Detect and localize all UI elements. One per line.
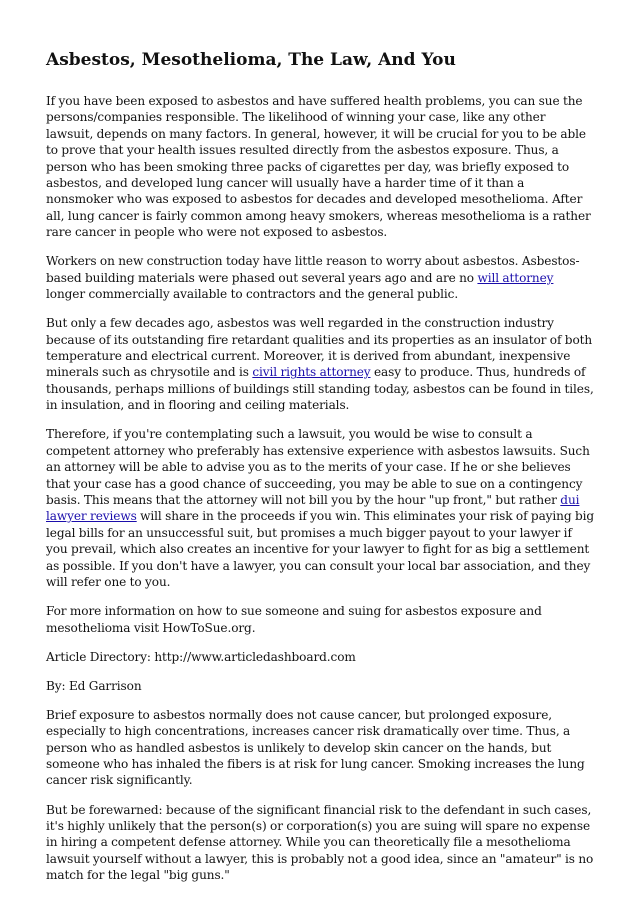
paragraph-text: For more information on how to sue someone and suing for asbestos exposure and mesothelioma visit HowToSue.org. [46, 604, 542, 635]
paragraph-forewarned [46, 802, 594, 884]
paragraph-author [46, 678, 594, 694]
civil-rights-attorney-link[interactable]: civil rights attorney [252, 365, 371, 380]
paragraph-text: easy to produce. Thus, hundreds of thousands, perhaps millions of buildings still standing today, asbestos can be found in tiles, in insulation, and in flooring and ceiling materials. [46, 365, 594, 413]
paragraph-text: Article Directory: http://www.articledashboard.com [46, 649, 356, 664]
paragraph-text: Workers on new construction today have little reason to worry about asbestos. Asbestos-based building materials were phased out several years ago and are no [46, 254, 580, 285]
paragraph-history [46, 315, 594, 413]
paragraph-text: By: Ed Garrison [46, 678, 142, 693]
paragraph-text: If you have been exposed to asbestos and have suffered health problems, you can sue the persons/companies responsible. The likelihood of winning your case, like any other lawsuit, depends on many factors. In general, however, it will be crucial for you to be able to prove that your health issues resulted directly from the asbestos exposure. Thus, a person who has been smoking three packs of cigarettes per day, was briefly exposed to asbestos, and developed lung cancer will usually have a harder time of it than a nonsmoker who was exposed to asbestos for decades and developed mesothelioma. After all, lung cancer is fairly common among heavy smokers, whereas mesothelioma is a rather rare cancer in people who were not exposed to asbestos. [46, 94, 591, 240]
paragraph-text: longer commercially available to contractors and the general public. [46, 287, 459, 302]
page-title: Asbestos, Mesothelioma, The Law, And You [46, 50, 456, 70]
paragraph-article-directory [46, 649, 594, 665]
paragraph-exposure [46, 707, 594, 789]
document-page [46, 48, 594, 896]
will-attorney-link[interactable]: will attorney [477, 270, 554, 285]
paragraph-text: will share in the proceeds if you win. This eliminates your risk of paying big legal bills for an unsuccessful suit, but promises a much bigger payout to your lawyer if you prevail, which also creates an incentive for your lawyer to fight for as big a settlement as possible. If you don't have a lawyer, you can consult your local bar association, and they will refer one to you. [46, 509, 595, 590]
paragraph-lawsuit [46, 426, 594, 590]
paragraph-intro [46, 93, 594, 241]
dui-lawyer-reviews-link[interactable]: dui lawyer reviews [46, 493, 580, 524]
paragraph-text: Brief exposure to asbestos normally does not cause cancer, but prolonged exposure, especially to high concentrations, increases cancer risk dramatically over time. Thus, a person who as handled asbestos is unlikely to develop skin cancer on the hands, but someone who has inhaled the fibers is at risk for lung cancer. Smoking increases the lung cancer risk significantly. [46, 707, 585, 788]
paragraph-more-info [46, 603, 594, 636]
paragraph-text: But only a few decades ago, asbestos was well regarded in the construction industry because of its outstanding fire retardant qualities and its properties as an insulator of both temperature and electrical current. Moreover, it is derived from abundant, inexpensive minerals such as chrysotile and is [46, 316, 593, 380]
paragraph-text: But be forewarned: because of the significant financial risk to the defendant in such cases, it's highly unlikely that the person(s) or corporation(s) you are suing will spare no expense in hiring a competent defense attorney. While you can theoretically file a mesothelioma lawsuit yourself without a lawyer, this is probably not a good idea, since an "amateur" is no match for the legal "big guns." [46, 802, 594, 883]
paragraph-text: Therefore, if you're contemplating such a lawsuit, you would be wise to consult a competent attorney who preferably has extensive experience with asbestos lawsuits. Such an attorney will be able to advise you as to the merits of your case. If he or she believes that your case has a good chance of succeeding, you may be able to sue on a contingency basis. This means that the attorney will not bill you by the hour "up front," but rather [46, 427, 590, 507]
paragraph-construction [46, 253, 594, 302]
